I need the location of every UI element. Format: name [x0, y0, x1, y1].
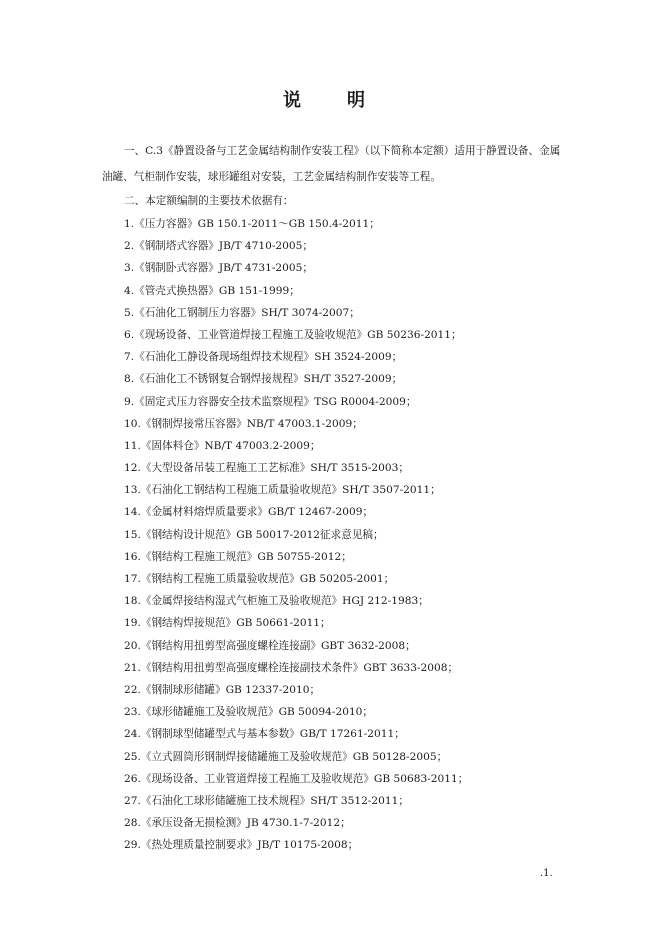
reference-item: 24.《钢制球型储罐型式与基本参数》GB/T 17261-2011；: [124, 728, 405, 741]
basis-heading: 二、本定额编制的主要技术依据有：: [124, 195, 294, 207]
reference-item: 21.《钢结构用扭剪型高强度螺栓连接副技术条件》GBT 3633-2008；: [124, 661, 459, 674]
reference-item: 12.《大型设备吊装工程施工工艺标准》SH/T 3515-2003；: [124, 462, 409, 475]
reference-item: 22.《钢制球形储罐》GB 12337-2010；: [124, 683, 321, 696]
reference-item: 27.《石油化工球形储罐施工技术规程》SH/T 3512-2011；: [124, 794, 409, 807]
reference-item: 20.《钢结构用扭剪型高强度螺栓连接副》GBT 3632-2008；: [124, 639, 416, 652]
reference-item: 11.《固体料仓》NB/T 47003.2-2009；: [124, 439, 321, 452]
reference-item: 9.《固定式压力容器安全技术监察规程》TSG R0004-2009；: [124, 395, 417, 408]
reference-item: 18.《金属焊接结构湿式气柜施工及验收规范》HGJ 212-1983；: [124, 595, 429, 608]
reference-item: 15.《钢结构设计规范》GB 50017-2012征求意见稿；: [124, 528, 384, 541]
reference-item: 8.《石油化工不锈钢复合钢焊接规程》SH/T 3527-2009；: [124, 373, 403, 386]
reference-list: [102, 213, 562, 856]
reference-item: 5.《石油化工钢制压力容器》SH/T 3074-2007；: [124, 306, 360, 319]
reference-item: 4.《管壳式换热器》GB 151-1999；: [124, 284, 300, 297]
reference-item: 16.《钢结构工程施工规范》GB 50755-2012；: [124, 550, 352, 563]
document-body: [102, 138, 562, 856]
reference-item: 1.《压力容器》GB 150.1-2011～GB 150.4-2011；: [124, 218, 380, 230]
reference-item: 14.《金属材料熔焊质量要求》GB/T 12467-2009；: [124, 506, 374, 519]
reference-item: 6.《现场设备、工业管道焊接工程施工及验收规范》GB 50236-2011；: [124, 328, 462, 341]
reference-item: 7.《石油化工静设备现场组焊技术规程》SH 3524-2009；: [124, 351, 403, 364]
reference-item: 25.《立式圆筒形钢制焊接储罐施工及验收规范》GB 50128-2005；: [124, 750, 448, 763]
page-number: .1.: [540, 868, 553, 879]
reference-item: 26.《现场设备、工业管道焊接工程施工及验收规范》GB 50683-2011；: [124, 772, 469, 785]
reference-item: 10.《钢制焊接常压容器》NB/T 47003.1-2009；: [124, 417, 363, 430]
reference-item: 17.《钢结构工程施工质量验收规范》GB 50205-2001；: [124, 573, 395, 585]
reference-item: 19.《钢结构焊接规范》GB 50661-2011；: [124, 617, 331, 630]
intro-paragraph: 一、C.3《静置设备与工艺金属结构制作安装工程》（以下简称本定额）适用于静置设备、金属油罐、气柜制作安装，球形罐组对安装，工艺金属结构制作安装等工程。: [102, 145, 561, 183]
reference-item: 29.《热处理质量控制要求》JB/T 10175-2008；: [124, 839, 359, 852]
reference-item: 13.《石油化工钢结构工程施工质量验收规范》SH/T 3507-2011；: [124, 484, 441, 497]
reference-item: 2.《钢制塔式容器》JB/T 4710-2005；: [124, 240, 313, 253]
reference-item: 28.《承压设备无损检测》JB 4730.1-7-2012；: [124, 817, 351, 830]
reference-item: 3.《钢制卧式容器》JB/T 4731-2005；: [124, 262, 313, 275]
page-title: 说 明: [283, 90, 379, 111]
reference-item: 23.《球形储罐施工及验收规范》GB 50094-2010；: [124, 706, 374, 719]
